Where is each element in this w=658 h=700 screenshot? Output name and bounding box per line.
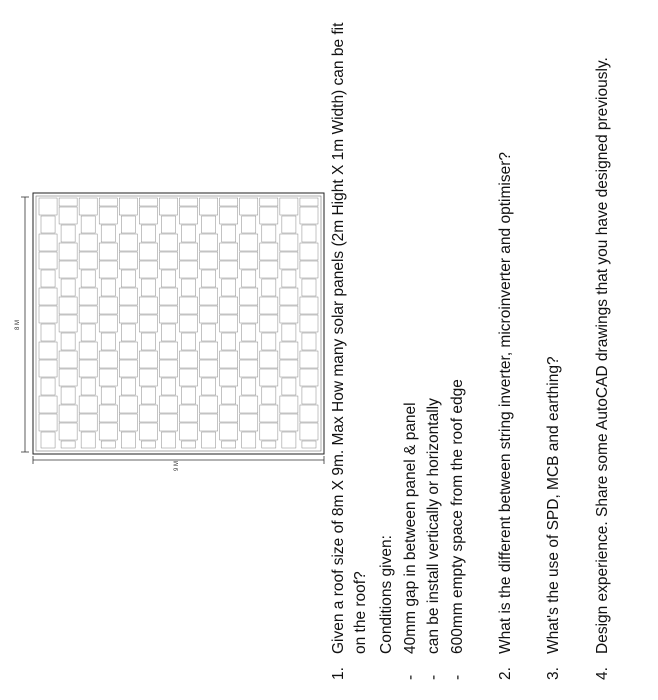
conditions-title: Conditions given: bbox=[378, 535, 395, 654]
question-1-line-1: Given a roof size of 8m X 9m. Max How many solar panels (2m Hight X 1m Width) can be fit bbox=[330, 22, 347, 654]
question-1 bbox=[330, 23, 348, 680]
question-1-number: 1. bbox=[330, 667, 347, 680]
question-4: 4.Design experience. Share some AutoCAD drawings that you have designed previously. bbox=[594, 57, 611, 680]
condition-item: -40mm gap in between panel & panel bbox=[402, 402, 419, 680]
dim-horizontal-label: 9 M bbox=[174, 460, 180, 472]
question-2: 2.What is the different between string inverter, microinverter and optimiser? bbox=[497, 152, 514, 680]
condition-item: -can be install vertically or horizontally bbox=[425, 398, 442, 680]
condition-item: -600mm empty space from the roof edge bbox=[449, 379, 466, 680]
question-1-line-2: on the roof? bbox=[352, 571, 369, 654]
dim-vertical-label: 8 M bbox=[15, 319, 21, 331]
question-3: 3.What's the use of SPD, MCB and earthing? bbox=[545, 356, 562, 680]
